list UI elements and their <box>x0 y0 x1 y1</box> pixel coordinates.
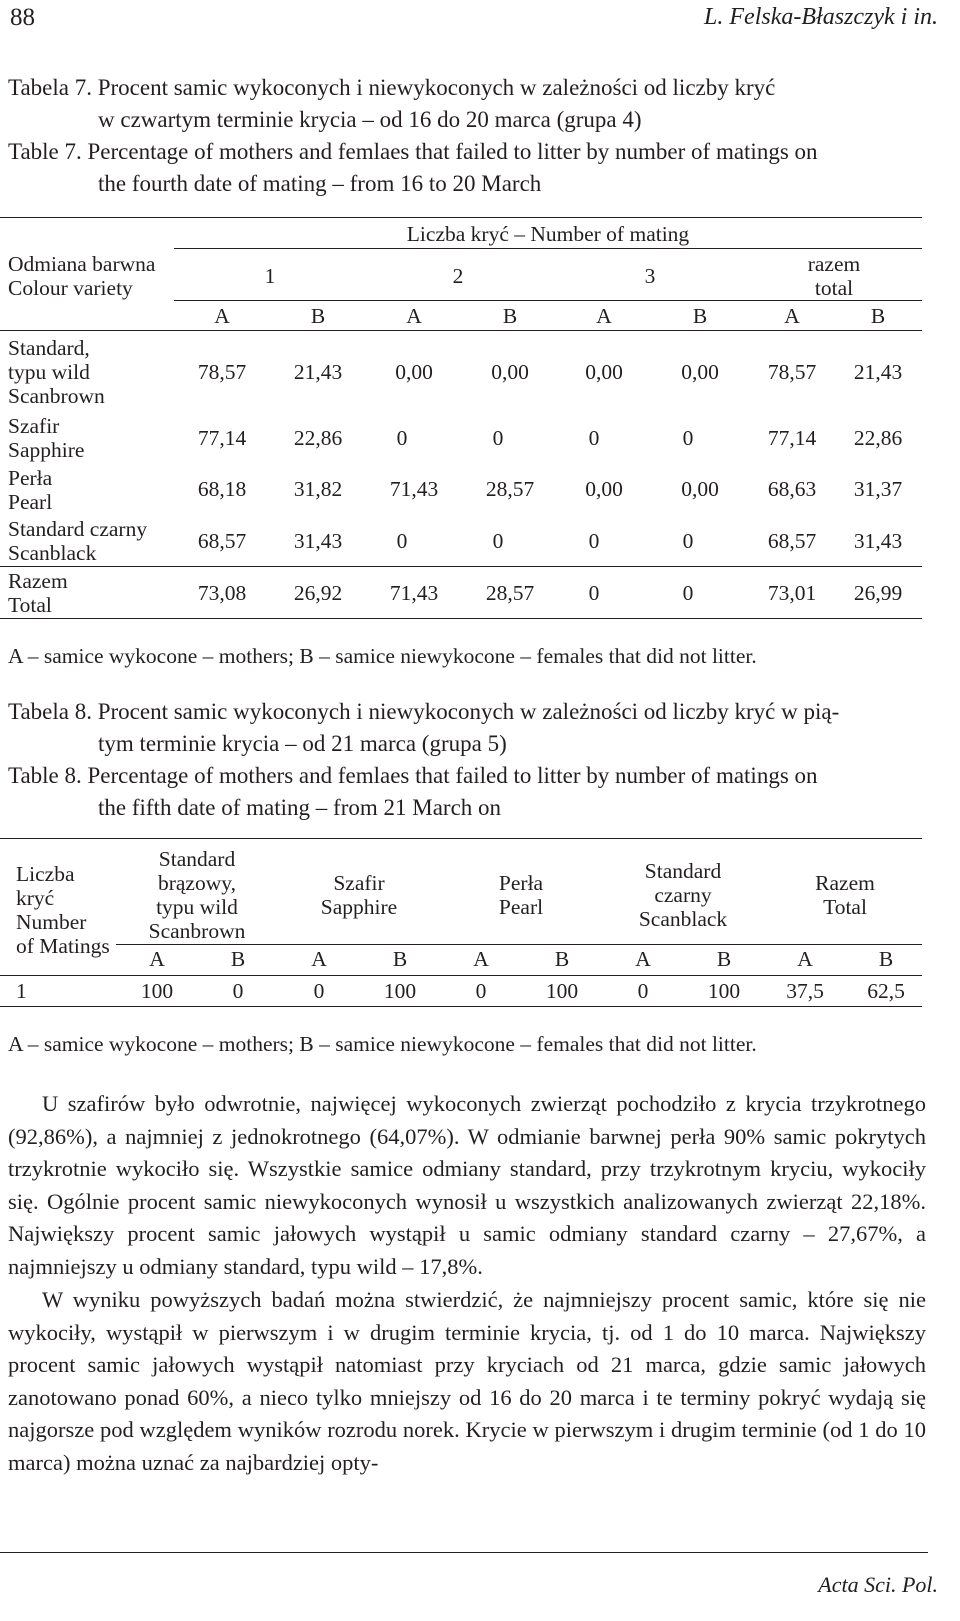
table-cell: 22,86 <box>293 426 343 450</box>
table-cell: 0 <box>475 979 487 1003</box>
running-header-authors: L. Felska-Błaszczyk i in. <box>704 4 938 30</box>
table-cell: 0 <box>682 581 694 605</box>
table7-row-header-pl: Odmiana barwna <box>8 252 156 276</box>
table8-sub-b: B <box>554 947 570 971</box>
table7-sub-a: A <box>596 304 612 328</box>
row-label: Razem <box>8 569 68 593</box>
table7-sub-b: B <box>502 304 518 328</box>
table7-sub-a: A <box>784 304 800 328</box>
table7-group-3: 3 <box>644 264 656 288</box>
table8-bottom-rule <box>0 1006 922 1007</box>
table-cell: 71,43 <box>389 477 439 501</box>
table8-sub-rule <box>116 944 922 945</box>
table-cell: 0 <box>492 426 504 450</box>
table-cell: 26,92 <box>293 581 343 605</box>
table-cell: 28,57 <box>485 581 535 605</box>
table-cell: 78,57 <box>197 360 247 384</box>
table8-caption-pl-1: Tabela 8. Procent samic wykoconych i niewykoconych w zależności od liczby kryć w pią- <box>8 699 840 724</box>
table-cell: 68,18 <box>197 477 247 501</box>
table8-col-header: Scanbrown <box>148 919 246 943</box>
table8-row-header: kryć <box>16 886 55 910</box>
table7-bottom-rule <box>0 618 922 619</box>
table-cell: 31,43 <box>293 529 343 553</box>
table8-caption-pl-2: tym terminie krycia – od 21 marca (grupa 5) <box>98 731 507 756</box>
table-cell: 31,37 <box>853 477 903 501</box>
table8-sub-a: A <box>635 947 651 971</box>
table7-sub-a: A <box>406 304 422 328</box>
table7-caption <box>8 72 818 200</box>
table7-sub-rule <box>174 300 922 301</box>
table-cell: 21,43 <box>293 360 343 384</box>
table-cell: 0 <box>682 426 694 450</box>
body-paragraph-2: W wyniku powyższych badań można stwierdzić, że najmniejszy procent samic, które się nie wykociły, wystąpił w pierwszym i w drugim terminie krycia, tj. od 1 do 10 marca. Największy procent samic jałowych wystąpił natomiast przy kryciach od 21 marca, gdzie samic jałowych zanotowano ponad 60%, a nieco tylko mniejszy od 16 do 20 marca i te terminy pokryć wydają się najgorsze pod względem wyników rozrodu norek. Krycie w pierwszym i drugim terminie (od 1 do 10 marca) można uznać za najbardziej opty- <box>8 1287 926 1475</box>
table8-caption-en-2: the fifth date of mating – from 21 March on <box>98 795 502 820</box>
table7-sub-b: B <box>692 304 708 328</box>
table8-col-header: brązowy, <box>157 871 236 895</box>
table-cell: 31,82 <box>293 477 343 501</box>
row-label: Total <box>8 593 52 617</box>
table7-total-pl: razem <box>807 252 861 276</box>
table7-caption-pl-1: Tabela 7. Procent samic wykoconych i niewykoconych w zależności od liczby kryć <box>8 75 776 100</box>
table7-header-rule <box>174 248 922 249</box>
table-cell: 100 <box>707 979 741 1003</box>
table8-row-header: of Matings <box>16 934 110 958</box>
table-cell: 77,14 <box>767 426 817 450</box>
table8-col-header: Sapphire <box>320 895 398 919</box>
table7-total-rule <box>0 566 922 567</box>
row-label: Scanblack <box>8 541 97 565</box>
footer-rule <box>0 1552 928 1553</box>
row-label: Standard czarny <box>8 517 148 541</box>
table-cell: 0,00 <box>681 360 719 384</box>
table8-sub-a: A <box>473 947 489 971</box>
table7-sub-b: B <box>870 304 886 328</box>
table-cell: 0,00 <box>681 477 719 501</box>
table-cell: 22,86 <box>853 426 903 450</box>
row-label: Scanbrown <box>8 384 105 408</box>
table8-col-header: Pearl <box>498 895 544 919</box>
table-cell: 68,57 <box>197 529 247 553</box>
table-cell: 0 <box>492 529 504 553</box>
table-cell: 37,5 <box>786 979 824 1003</box>
table-cell: 100 <box>140 979 174 1003</box>
row-label: Pearl <box>8 490 53 514</box>
table8-col-header: czarny <box>654 883 712 907</box>
table-cell: 78,57 <box>767 360 817 384</box>
table-cell: 71,43 <box>389 581 439 605</box>
table8-sub-b: B <box>716 947 732 971</box>
table8-sub-a: A <box>311 947 327 971</box>
table7-caption-pl-2: w czwartym terminie krycia – od 16 do 20 marca (grupa 4) <box>98 107 642 132</box>
table8-col-header: Perła <box>498 871 544 895</box>
table-cell: 62,5 <box>867 979 905 1003</box>
table-cell: 0,00 <box>585 360 623 384</box>
table-cell: 68,63 <box>767 477 817 501</box>
table-cell: 0 <box>682 529 694 553</box>
table-cell: 0 <box>588 529 600 553</box>
row-label: typu wild <box>8 360 90 384</box>
table-cell: 0 <box>232 979 244 1003</box>
table8-caption <box>8 696 839 824</box>
table-cell: 0 <box>396 426 408 450</box>
table-cell: 0,00 <box>491 360 529 384</box>
row-label: Perła <box>8 466 53 490</box>
table-cell: 0 <box>588 426 600 450</box>
body-paragraph-1: U szafirów było odwrotnie, najwięcej wykoconych zwierząt pochodziło z krycia trzykrotnego (92,86%), a najmniej z jednokrotnego (64,07%). W odmianie barwnej perła 90% samic pokrytych trzykrotnie wykociło się. Wszystkie samice odmiany standard, przy trzykrotnym kryciu, wykociły się. Ogólnie procent samic niewykoconych wynosił u wszystkich analizowanych zwierząt 22,18%. Największy procent samic jałowych wystąpił u samic odmiany standard czarny – 27,67%, a najmniejszy u odmiany standard, typu wild – 17,8%. <box>8 1091 926 1279</box>
table8-col-header: Razem <box>815 871 875 895</box>
row-label: Sapphire <box>8 438 85 462</box>
table7-caption-en-1: Table 7. Percentage of mothers and femlaes that failed to litter by number of matings on <box>8 139 818 164</box>
table-cell: 0 <box>313 979 325 1003</box>
table7-footnote: A – samice wykocone – mothers; B – samice niewykocone – females that did not litter. <box>8 644 757 668</box>
table-cell: 100 <box>545 979 579 1003</box>
table8-sub-a: A <box>797 947 813 971</box>
row-label: Standard, <box>8 336 90 360</box>
table7-sub-a: A <box>214 304 230 328</box>
table7-body-rule <box>0 330 922 331</box>
table8-sub-b: B <box>230 947 246 971</box>
table-cell: 26,99 <box>853 581 903 605</box>
table-cell: 21,43 <box>853 360 903 384</box>
table8-col-header: Total <box>823 895 867 919</box>
table7-top-rule <box>0 217 922 218</box>
table8-row-header: Number <box>16 910 87 934</box>
table-cell: 0 <box>588 581 600 605</box>
table-cell: 0,00 <box>585 477 623 501</box>
table-cell: 77,14 <box>197 426 247 450</box>
table7-sub-b: B <box>310 304 326 328</box>
table8-row-header: Liczba <box>16 862 75 886</box>
table-cell: 28,57 <box>485 477 535 501</box>
table8-caption-en-1: Table 8. Percentage of mothers and femlaes that failed to litter by number of matings on <box>8 763 818 788</box>
page-number: 88 <box>10 4 35 31</box>
row-label: 1 <box>16 979 27 1003</box>
table7-row-header-en: Colour variety <box>8 276 133 300</box>
table8-sub-b: B <box>878 947 894 971</box>
table-cell: 100 <box>383 979 417 1003</box>
table8-col-header: Standard <box>158 847 236 871</box>
table8-sub-a: A <box>149 947 165 971</box>
journal-name: Acta Sci. Pol. <box>818 1572 938 1597</box>
table8-col-header: typu wild <box>156 895 238 919</box>
table8-col-header: Szafir <box>333 871 385 895</box>
table-cell: 73,08 <box>197 581 247 605</box>
table7-total-en: total <box>814 276 854 300</box>
table-cell: 0 <box>396 529 408 553</box>
table7-caption-en-2: the fourth date of mating – from 16 to 20 March <box>98 171 542 196</box>
table7-header-span: Liczba kryć – Number of mating <box>406 222 690 246</box>
row-label: Szafir <box>8 414 60 438</box>
table7-group-2: 2 <box>452 264 464 288</box>
table8-col-header: Scanblack <box>638 907 728 931</box>
table8-footnote: A – samice wykocone – mothers; B – samice niewykocone – females that did not litter. <box>8 1032 757 1056</box>
table-cell: 73,01 <box>767 581 817 605</box>
table8-body-rule <box>0 975 922 976</box>
table-cell: 31,43 <box>853 529 903 553</box>
table-cell: 0 <box>637 979 649 1003</box>
table-cell: 0,00 <box>395 360 433 384</box>
table8-col-header: Standard <box>644 859 722 883</box>
table8-top-rule <box>0 838 922 839</box>
table8-sub-b: B <box>392 947 408 971</box>
table-cell: 68,57 <box>767 529 817 553</box>
table7-group-1: 1 <box>264 264 276 288</box>
